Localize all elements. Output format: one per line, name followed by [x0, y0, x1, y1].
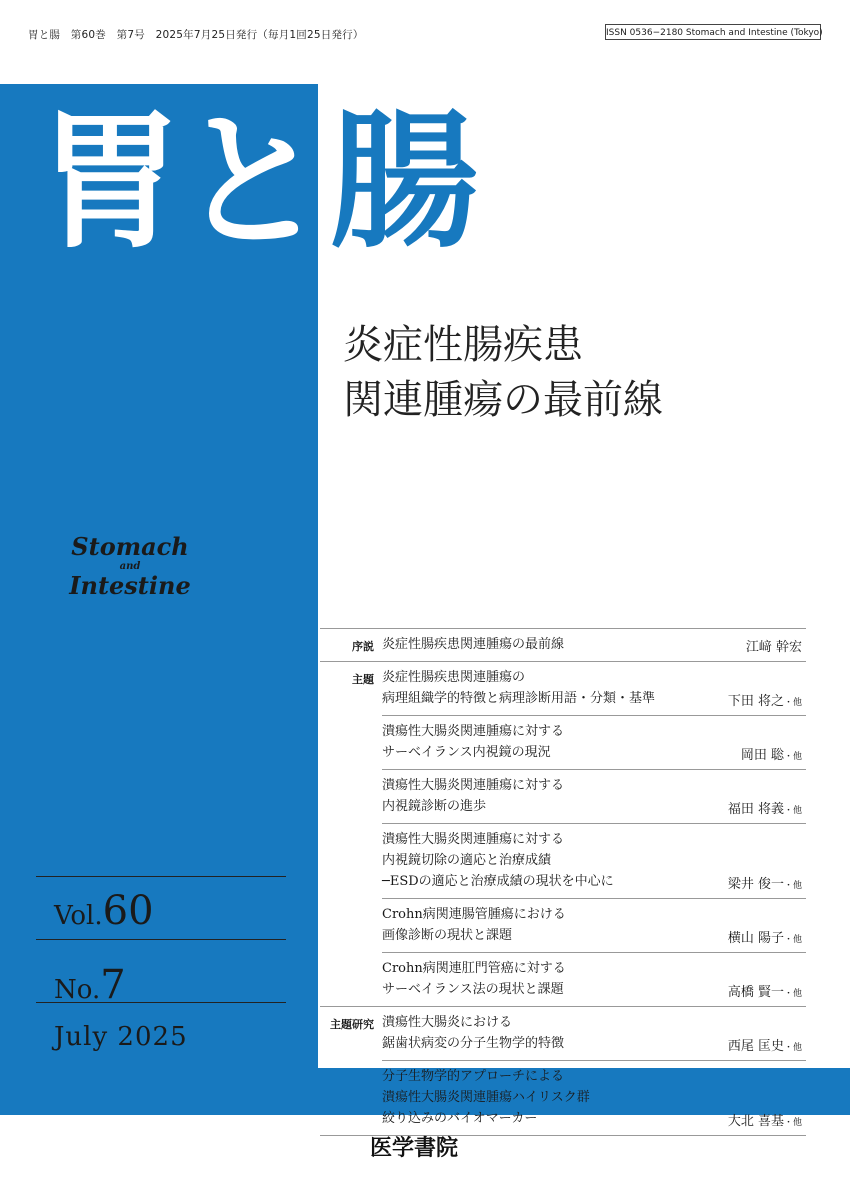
publisher-name: 医学書院 [370, 1136, 459, 1161]
toc-entry [320, 1060, 806, 1135]
toc-author-name: 横山 陽子 [727, 931, 784, 946]
issue-prefix: No. [54, 975, 101, 1005]
journal-title-part2: 腸 [330, 96, 478, 268]
toc-author-name: 大北 喜基 [727, 1114, 784, 1129]
toc-title-line: 炎症性腸疾患関連腫瘍の最前線 [382, 637, 565, 652]
toc-title-line: サーベイランス内視鏡の現況 [382, 745, 551, 760]
toc-entry [320, 823, 806, 898]
issue-theme [343, 318, 663, 428]
issue-number-value: 7 [100, 962, 126, 1008]
toc-title-line: 潰瘍性大腸炎関連腫瘍に対する [382, 832, 565, 847]
toc-entry [320, 898, 806, 952]
english-title [60, 533, 200, 600]
toc-author-etal: ・他 [783, 881, 802, 891]
toc-author [728, 690, 802, 709]
toc-title-line: サーベイランス法の現状と課題 [382, 982, 564, 997]
toc-author-name: 高橋 賢一 [727, 985, 784, 1000]
toc-author [728, 1110, 802, 1129]
toc-title-line: 鋸歯状病変の分子生物学的特徴 [382, 1036, 565, 1051]
issue-date: July 2025 [54, 1022, 188, 1052]
toc-author [741, 744, 802, 763]
toc-author-etal: ・他 [783, 698, 802, 708]
volume [54, 888, 154, 934]
toc-title-line: 潰瘍性大腸炎における [382, 1015, 513, 1030]
toc-title-line: 潰瘍性大腸炎関連腫瘍に対する [382, 724, 565, 739]
toc-author [728, 798, 802, 817]
toc-author [728, 927, 802, 946]
toc-category: 主題 [352, 673, 374, 686]
toc-title-line: Crohn病関連肛門管癌に対する [382, 961, 566, 976]
english-title-and: and [119, 561, 141, 572]
toc-title-line: 絞り込みのバイオマーカー [382, 1111, 538, 1126]
toc-author-etal: ・他 [783, 806, 802, 816]
toc-title-line: 内視鏡切除の適応と治療成績 [382, 853, 552, 868]
toc-title-line: 画像診断の現状と課題 [382, 928, 513, 943]
theme-line-1: 炎症性腸疾患 [343, 322, 583, 368]
toc-title-line: ─ESDの適応と治療成績の現状を中心に [382, 874, 614, 889]
toc-title-line: 潰瘍性大腸炎関連腫瘍ハイリスク群 [382, 1090, 590, 1105]
toc-category: 主題研究 [330, 1018, 374, 1031]
toc-title-line: 炎症性腸疾患関連腫瘍の [382, 670, 526, 685]
toc-author-name: 江﨑 幹宏 [745, 640, 802, 655]
divider [36, 876, 286, 877]
toc-author-name: 下田 将之 [727, 694, 784, 709]
volume-prefix: Vol. [54, 901, 103, 931]
toc-author-name: 福田 将義 [727, 802, 784, 817]
toc-title-line: 潰瘍性大腸炎関連腫瘍に対する [382, 778, 565, 793]
toc-entry [320, 769, 806, 823]
toc-title-line: 分子生物学的アプローチによる [382, 1069, 565, 1084]
toc-title-line: Crohn病関連腸管腫瘍における [382, 907, 566, 922]
toc-title-line: 病理組織学的特徴と病理診断用語・分類・基準 [382, 691, 656, 706]
toc-entry [320, 661, 806, 715]
english-title-stomach: Stomach [71, 532, 189, 561]
toc-author [728, 981, 802, 1000]
toc-author-name: 西尾 匡史 [727, 1039, 784, 1054]
journal-title-part1: 胃と [36, 96, 320, 268]
issue-meta-line: 胃と腸 第60巻 第7号 2025年7月25日発行（毎月1回25日発行） [28, 29, 364, 41]
toc-author-name: 梁井 俊一 [727, 877, 784, 892]
toc-entry [320, 628, 806, 661]
issn-box: ISSN 0536−2180 Stomach and Intestine (Tokyo) [605, 24, 821, 40]
toc-author-etal: ・他 [783, 1118, 802, 1128]
english-title-intestine: Intestine [69, 571, 191, 600]
toc-author-etal: ・他 [783, 752, 802, 762]
toc-author-name: 岡田 聡 [740, 748, 784, 763]
toc-author [728, 873, 802, 892]
toc-author [728, 1035, 802, 1054]
toc-title-line: 内視鏡診断の進歩 [382, 799, 487, 814]
toc-author-etal: ・他 [783, 1043, 802, 1053]
toc-entry [320, 715, 806, 769]
toc-entry [320, 1006, 806, 1060]
toc-category: 序説 [352, 640, 374, 653]
theme-line-2: 関連腫瘍の最前線 [343, 377, 663, 423]
issue-number [54, 962, 126, 1008]
toc-author-etal: ・他 [783, 935, 802, 945]
divider [36, 939, 286, 940]
volume-number: 60 [102, 888, 154, 934]
toc-author-etal: ・他 [783, 989, 802, 999]
toc-author [746, 636, 802, 655]
toc-entry [320, 952, 806, 1006]
